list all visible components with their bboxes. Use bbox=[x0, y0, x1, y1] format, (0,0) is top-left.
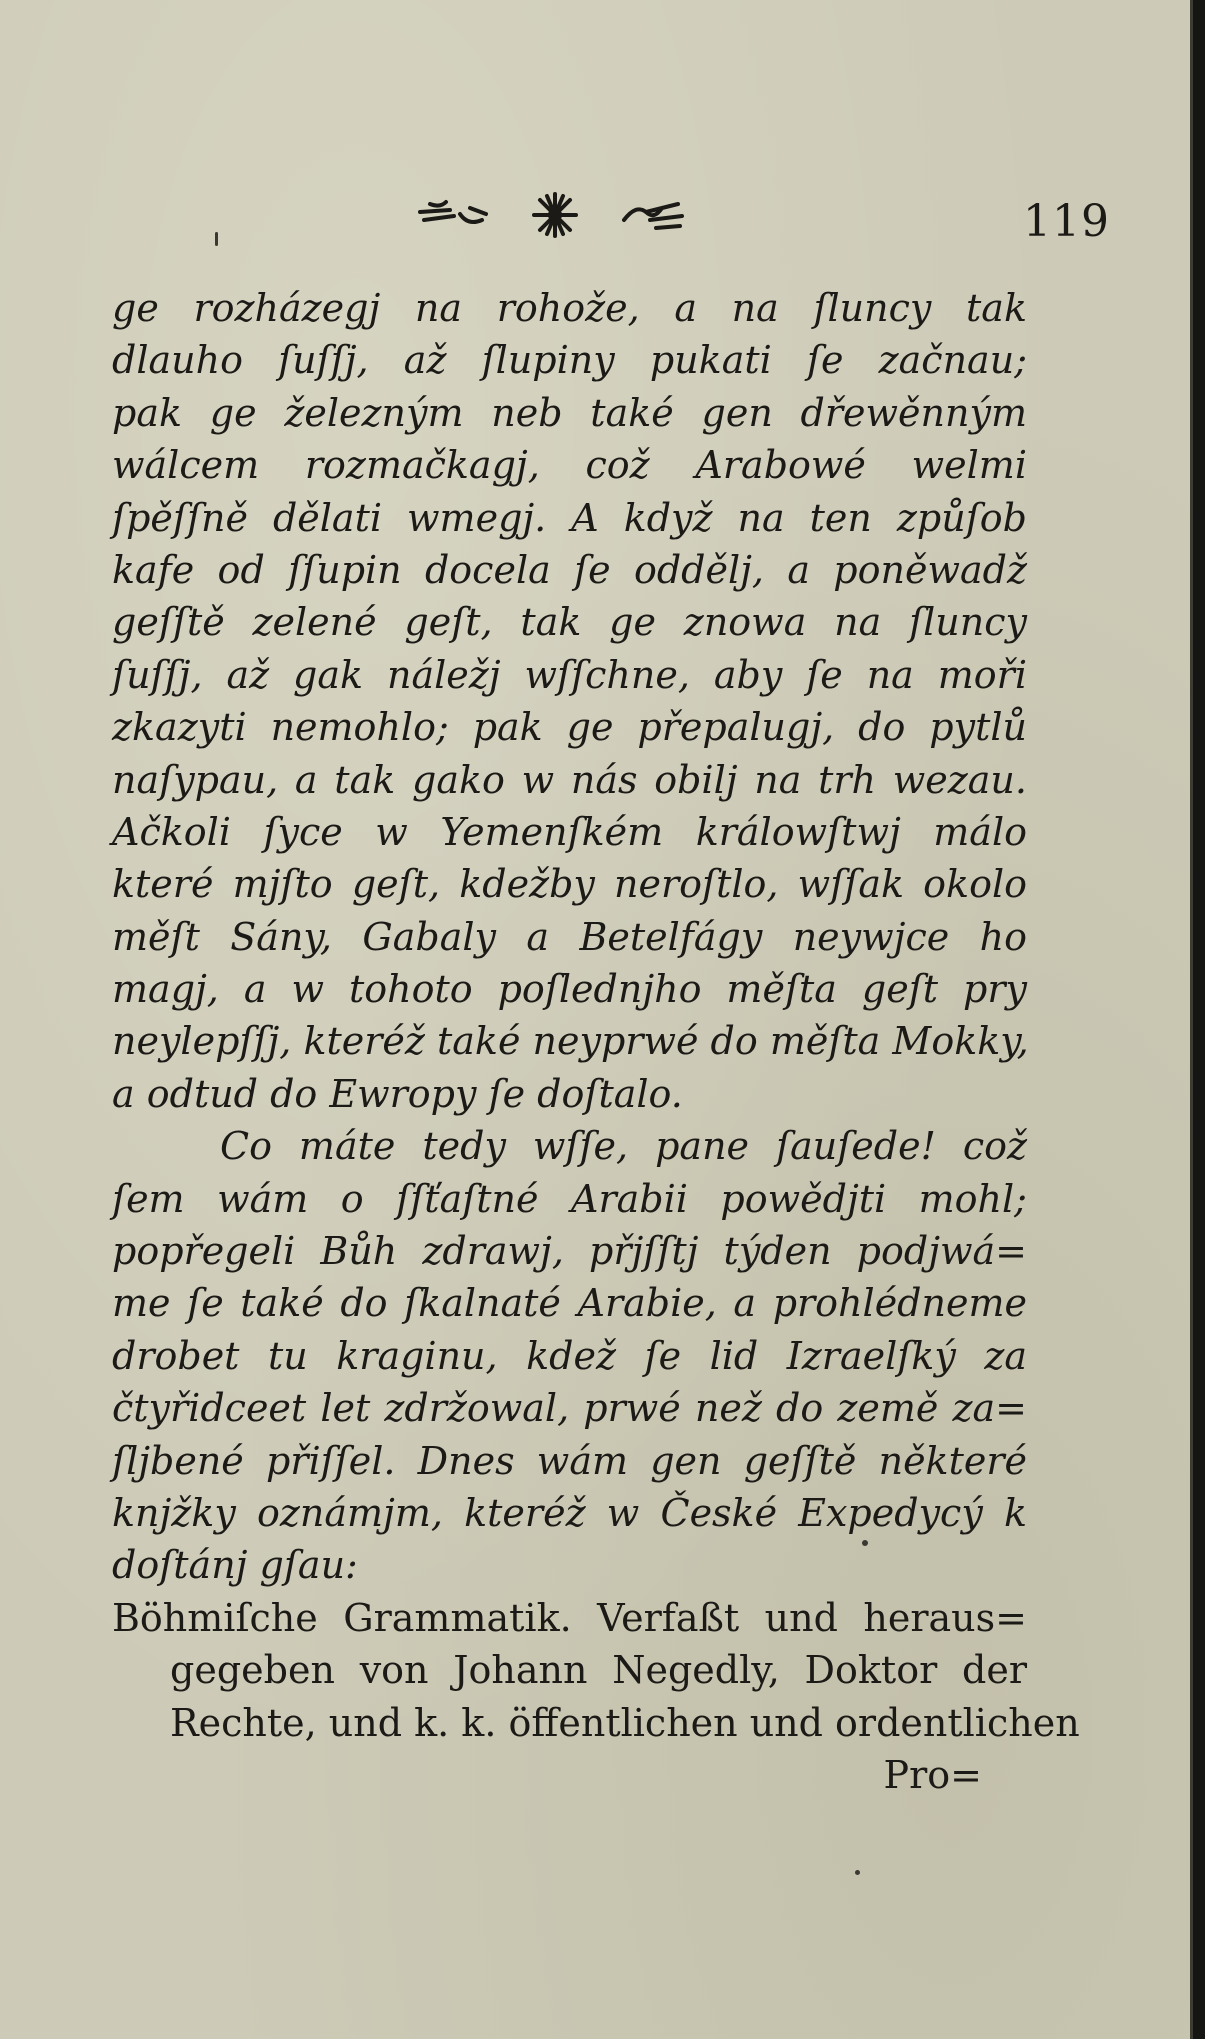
text-line: ſem wám o ſſťaſtné Arabii powědjti mohl; bbox=[112, 1176, 1027, 1221]
text-line: naſypau, a tak gako w nás obilj na trh wezau. bbox=[112, 757, 1027, 802]
text-line: čtyřidceet let zdržowal, prwé než do země za= bbox=[112, 1386, 1027, 1431]
page-edge-shadow bbox=[1190, 0, 1205, 2039]
book-listing-line: gegeben von Johann Negedly, Doktor der bbox=[170, 1648, 1027, 1693]
paper-speck bbox=[215, 232, 218, 246]
text-line: Ačkoli ſyce w Yemenſkém králowſtwj málo bbox=[112, 809, 1027, 854]
text-line: pak ge železným neb také gen dřewěnným bbox=[112, 390, 1027, 435]
text-line: Co máte tedy wſſe, pane ſauſede! což bbox=[220, 1124, 1027, 1169]
text-line: ſuſſj, až gak náležj wſſchne, aby ſe na moři bbox=[112, 652, 1027, 697]
page-number: 119 bbox=[1023, 196, 1110, 247]
text-line: ge rozházegj na rohože, a na ſluncy tak bbox=[112, 286, 1027, 330]
paper-speck bbox=[855, 1870, 860, 1875]
text-line: dlauho ſuſſj, až ſlupiny pukati ſe začnau; bbox=[112, 338, 1027, 383]
text-line: doſtánj gſau: bbox=[112, 1543, 358, 1588]
text-line: knjžky oznámjm, kteréž w České Expedycý k bbox=[112, 1490, 1027, 1535]
text-line: neylepſſj, kteréž také neyprwé do měſta Mokky, bbox=[112, 1019, 1029, 1064]
printer-ornament-icon bbox=[410, 190, 700, 240]
text-line: me ſe také do ſkalnaté Arabie, a prohlédneme bbox=[112, 1281, 1027, 1326]
text-line: magj, a w tohoto poſlednjho měſta geſt pry bbox=[112, 967, 1027, 1012]
text-line: měſt Sány, Gabaly a Betelfágy neywjce ho bbox=[112, 914, 1027, 959]
text-line: zkazyti nemohlo; pak ge přepalugj, do pytlů bbox=[112, 705, 1027, 750]
text-line: a odtud do Ewropy ſe doſtalo. bbox=[112, 1071, 683, 1116]
text-line: kafe od ſſupin docela ſe oddělj, a poněwadž bbox=[112, 547, 1027, 592]
body-text bbox=[112, 282, 1080, 1801]
catchword: Pro= bbox=[883, 1752, 982, 1797]
book-listing-line: Rechte, und k. k. öffentlichen und ordentlichen bbox=[170, 1700, 1080, 1745]
running-header bbox=[110, 190, 1110, 250]
text-line: ſljbené přiſſel. Dnes wám gen geſſtě některé bbox=[112, 1438, 1027, 1483]
text-line: wálcem rozmačkagj, což Arabowé welmi bbox=[112, 443, 1027, 488]
book-listing-line: Böhmiſche Grammatik. Verfaßt und heraus= bbox=[112, 1595, 1027, 1640]
text-line: popřegeli Bůh zdrawj, přjſſtj týden podjwá= bbox=[112, 1229, 1027, 1274]
text-line: geſſtě zelené geſt, tak ge znowa na ſluncy bbox=[112, 600, 1027, 645]
paper-speck bbox=[862, 1540, 868, 1546]
text-line: ſpěſſně dělati wmegj. A když na ten způſob bbox=[112, 495, 1027, 540]
text-line: drobet tu kraginu, kdež ſe lid Izraelſký za bbox=[112, 1333, 1027, 1378]
text-line: které mjſto geſt, kdežby neroſtlo, wſſak okolo bbox=[112, 862, 1027, 907]
